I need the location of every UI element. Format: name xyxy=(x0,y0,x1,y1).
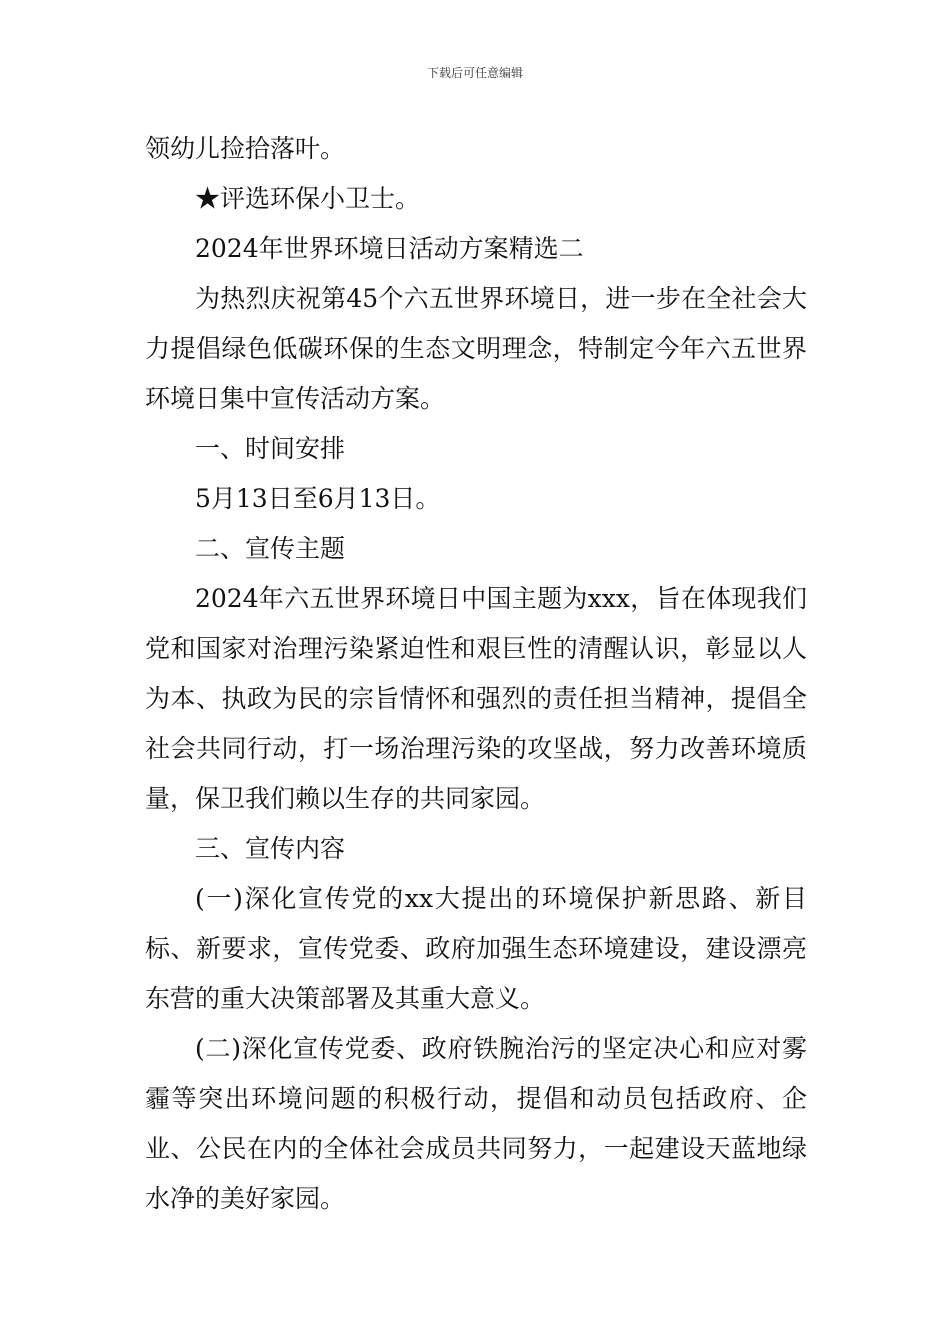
paragraph-theme: 2024年六五世界环境日中国主题为xxx，旨在体现我们党和国家对治理污染紧迫性和艰巨性的清醒认识，彰显以人为本、执政为民的宗旨情怀和强烈的责任担当精神，提倡全社会共同行动，打一场治理污染的攻坚战，努力改善环境质量，保卫我们赖以生存的共同家园。 xyxy=(145,584,807,813)
paragraph-2: ★评选环保小卫士。 xyxy=(195,184,421,213)
paragraph-intro: 为热烈庆祝第45个六五世界环境日，进一步在全社会大力提倡绿色低碳环保的生态文明理念，特制定今年六五世界环境日集中宣传活动方案。 xyxy=(145,284,807,413)
paragraph-dates: 5月13日至6月13日。 xyxy=(195,484,441,513)
paragraph-1: 领幼儿捡拾落叶。 xyxy=(145,134,346,163)
section-title: 2024年世界环境日活动方案精选二 xyxy=(195,234,584,263)
heading-theme: 二、宣传主题 xyxy=(195,534,346,563)
document-body xyxy=(145,124,807,1224)
paragraph-content-2: (二)深化宣传党委、政府铁腕治污的坚定决心和应对雾霾等突出环境问题的积极行动，提倡和动员包括政府、企业、公民在内的全体社会成员共同努力，一起建设天蓝地绿水净的美好家园。 xyxy=(145,1034,807,1213)
page-header-note: 下载后可任意编辑 xyxy=(426,66,523,80)
paragraph-content-1: (一)深化宣传党的xx大提出的环境保护新思路、新目标、新要求，宣传党委、政府加强生态环境建设，建设漂亮东营的重大决策部署及其重大意义。 xyxy=(145,884,807,1013)
heading-time: 一、时间安排 xyxy=(195,434,346,463)
heading-content: 三、宣传内容 xyxy=(195,834,346,863)
